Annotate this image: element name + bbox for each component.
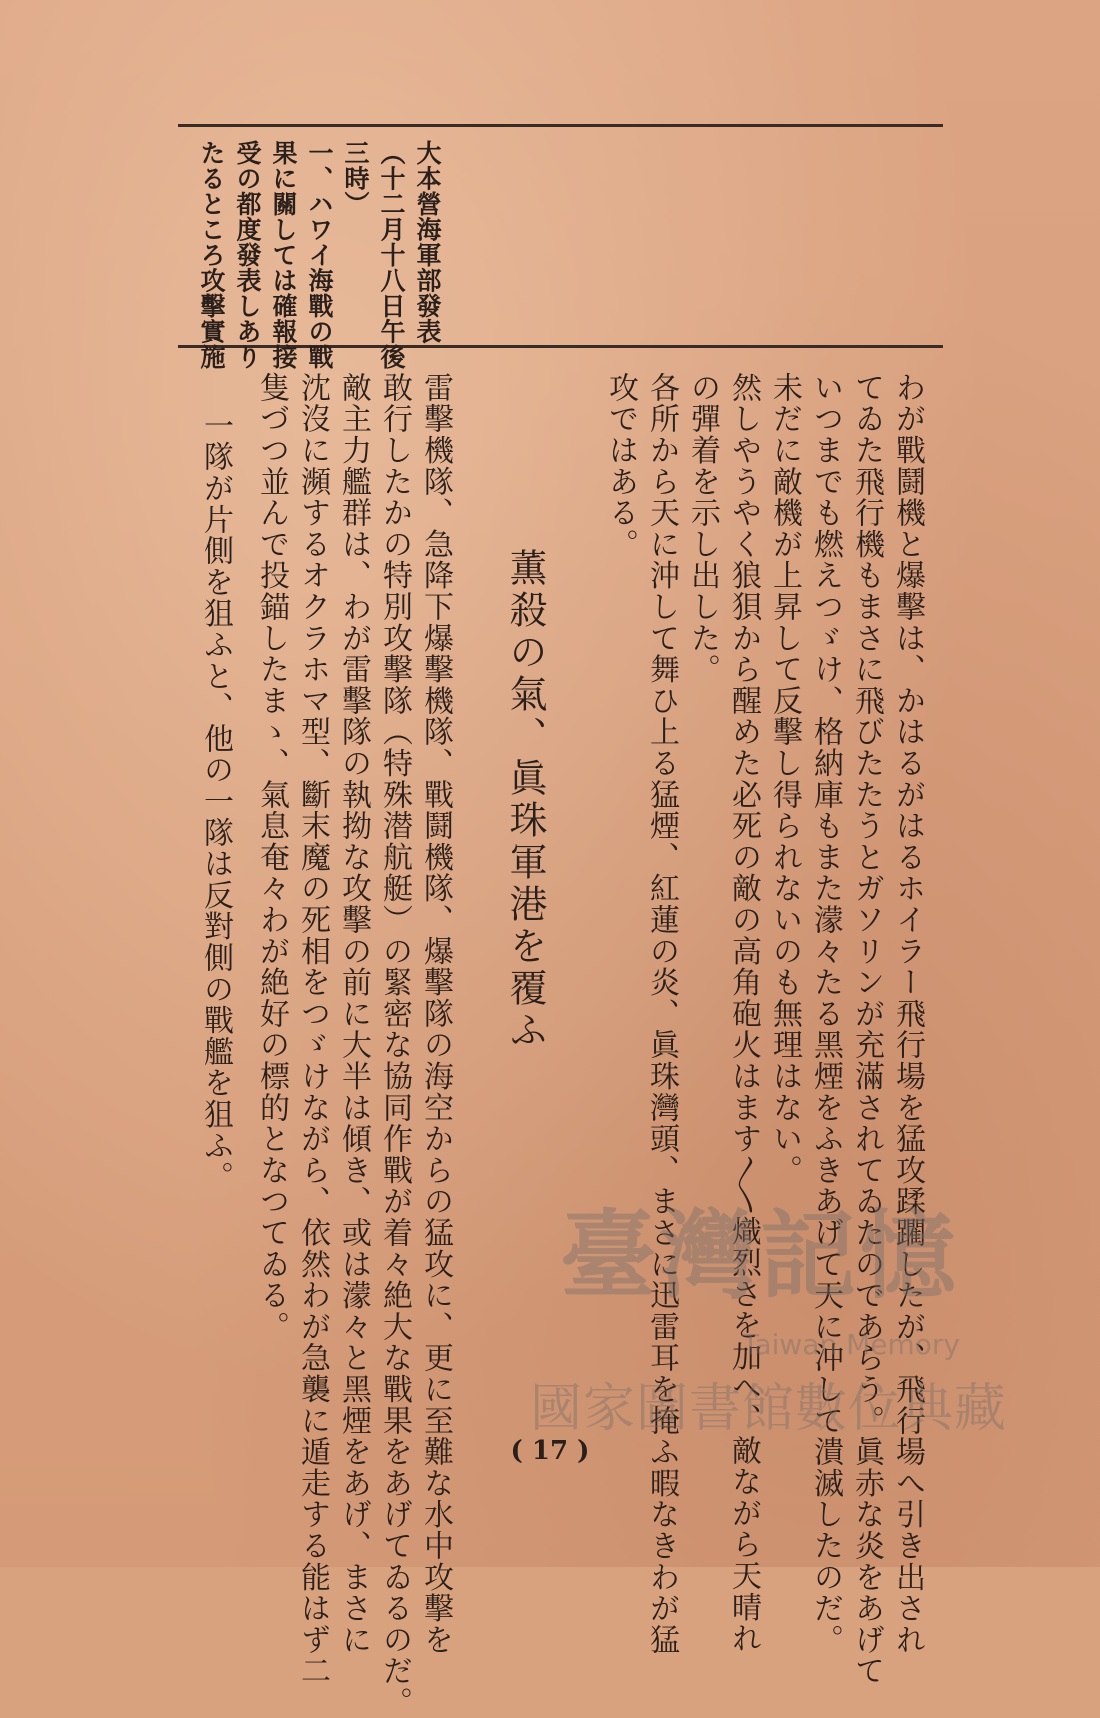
box-column: たるところ攻擊實施 xyxy=(197,140,226,370)
text-column: 各所から天に沖して舞ひ上る猛煙、紅蓮の炎、眞珠灣頭、まさに迅雷耳を掩ふ暇なきわが猛 xyxy=(644,372,679,1656)
text-column: の彈着を示し出した。 xyxy=(685,372,720,685)
text-column: 一隊が片側を狙ふと、他の一隊は反對側の戰艦を狙ふ。 xyxy=(198,410,233,1193)
text-column: 隻づつ並んで投錨したまゝ、氣息奄々わが絶好の標的となつてゐる。 xyxy=(254,372,289,1343)
box-column: 受の都度發表しあり xyxy=(233,140,262,370)
text-column: わが戰鬪機と爆擊は、かはるがはるホイラー飛行場を猛攻蹂躙したが、飛行場へ引き出され xyxy=(890,372,925,1656)
text-column: 然しやうやく狼狽から醒めた必死の敵の高角砲火はます〳〵熾烈さを加へ、敵ながら天晴れ xyxy=(726,372,761,1654)
watermark-library: 國家圖書館數位典藏 xyxy=(530,1379,1008,1439)
box-column: （十二月十八日午後 xyxy=(377,140,406,370)
text-column: てゐた飛行機もまさに飛びたたうとガソリンが充滿されてゐたのであらう。眞赤な炎をあげて xyxy=(849,372,884,1687)
box-column: 果に關しては確報接 xyxy=(269,140,298,370)
page-number: ( 17 ) xyxy=(510,1436,590,1466)
watermark-chinese: 臺灣記憶 xyxy=(560,1199,960,1312)
box-column: 大本營海軍部發表 xyxy=(413,140,442,344)
box-column: 三時） xyxy=(341,140,370,217)
text-column: 未だに敵機が上昇して反擊し得られないのも無理はない。 xyxy=(767,372,802,1186)
text-column: いつまでも燃えつゞけ、格納庫もまた濛々たる黑煙をふきあげて天に沖して潰滅したのだ。 xyxy=(808,372,843,1656)
box-column: 一、ハワイ海戰の戰 xyxy=(305,140,334,370)
text-column: 雷擊機隊、急降下爆擊機隊、戰鬪機隊、爆擊隊の海空からの猛攻に、更に至難な水中攻擊を xyxy=(418,372,453,1656)
text-column: 攻ではある。 xyxy=(603,372,638,560)
section-heading: 薫殺の氣、眞珠軍港を覆ふ xyxy=(503,548,547,1052)
text-column: 沈沒に瀕するオクラホマ型、斷末魔の死相をつゞけながら、依然わが急襲に遁走する能はず二 xyxy=(295,372,330,1687)
box-top-rule xyxy=(178,124,943,127)
watermark-english: Taiwan Memory xyxy=(742,1328,960,1361)
text-column: 敵主力艦群は、わが雷擊隊の執拗な攻擊の前に大半は傾き、或は濛々と黑煙をあげ、まさに xyxy=(336,372,371,1656)
text-column: 敢行したかの特別攻擊隊（特殊潜航艇）の緊密な協同作戰が着々絶大な戰果をあげてゐるのだ。 xyxy=(377,372,412,1718)
library-watermark xyxy=(530,1180,1050,1450)
